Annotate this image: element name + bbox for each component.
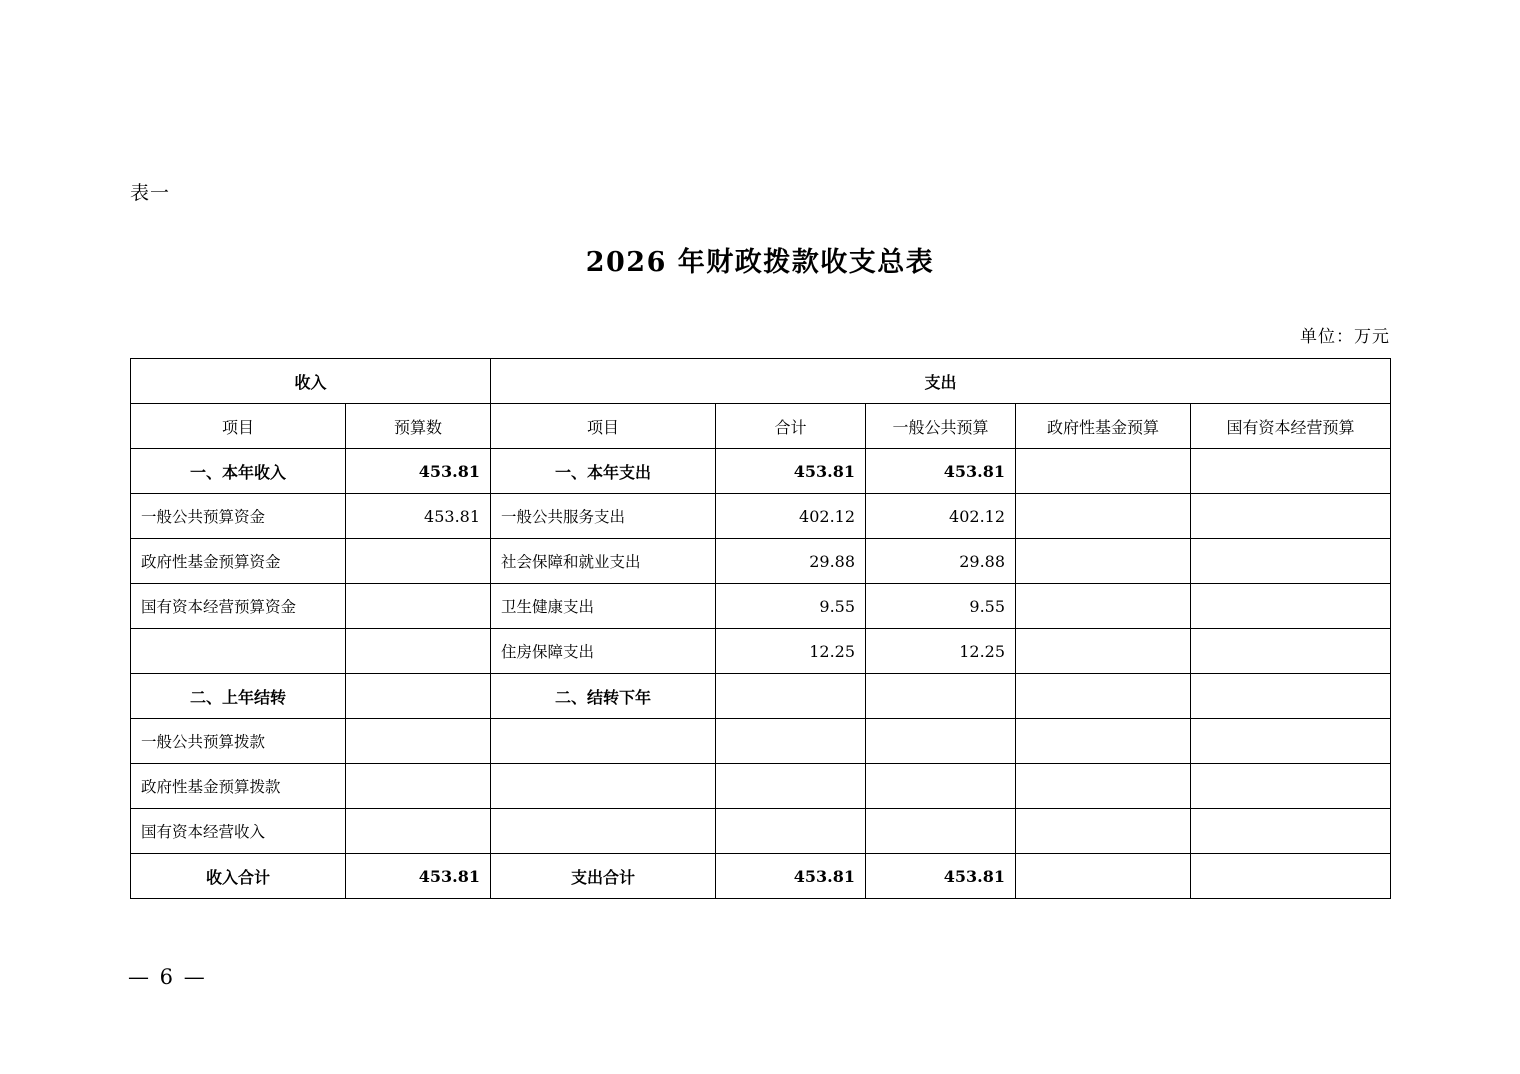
- row-exp-total: 402.12: [716, 494, 866, 539]
- table-row: [131, 809, 1391, 854]
- column-header-exp-general-public: 一般公共预算: [866, 404, 1016, 449]
- column-header-exp-gov-fund: 政府性基金预算: [1016, 404, 1191, 449]
- unit-note: 单位：万元: [1300, 327, 1390, 347]
- column-header-exp-total: 合计: [716, 404, 866, 449]
- row-exp-total: 453.81: [716, 854, 866, 899]
- row-income-value: [346, 719, 491, 764]
- row-income-label: [131, 629, 346, 674]
- row-income-label: 国有资本经营预算资金: [131, 584, 346, 629]
- row-exp-general: 453.81: [866, 854, 1016, 899]
- row-exp-fund: [1016, 674, 1191, 719]
- row-exp-general: 12.25: [866, 629, 1016, 674]
- row-exp-total: 9.55: [716, 584, 866, 629]
- row-exp-general: 402.12: [866, 494, 1016, 539]
- row-exp-capital: [1191, 674, 1391, 719]
- row-exp-general: [866, 809, 1016, 854]
- row-exp-fund: [1016, 719, 1191, 764]
- row-exp-label: 一般公共服务支出: [491, 494, 716, 539]
- row-exp-general: [866, 764, 1016, 809]
- row-income-label: 一、本年收入: [131, 449, 346, 494]
- page-title: 2026 年财政拨款收支总表: [585, 247, 935, 278]
- row-exp-total: 453.81: [716, 449, 866, 494]
- table-row: [131, 539, 1391, 584]
- row-exp-total: [716, 764, 866, 809]
- row-exp-capital: [1191, 629, 1391, 674]
- row-exp-total: 29.88: [716, 539, 866, 584]
- row-income-value: [346, 674, 491, 719]
- group-header-expenditure: 支出: [491, 359, 1391, 404]
- row-exp-general: 29.88: [866, 539, 1016, 584]
- row-exp-fund: [1016, 809, 1191, 854]
- budget-table: [130, 358, 1391, 899]
- row-exp-fund: [1016, 494, 1191, 539]
- row-exp-capital: [1191, 719, 1391, 764]
- row-exp-total: [716, 809, 866, 854]
- row-exp-label: [491, 764, 716, 809]
- table-row: [131, 449, 1391, 494]
- row-exp-capital: [1191, 764, 1391, 809]
- row-income-value: [346, 584, 491, 629]
- row-income-label: 一般公共预算拨款: [131, 719, 346, 764]
- row-exp-capital: [1191, 809, 1391, 854]
- page-number: — 6 —: [128, 965, 207, 989]
- row-income-label: 收入合计: [131, 854, 346, 899]
- column-header-income-budget: 预算数: [346, 404, 491, 449]
- table-row: [131, 764, 1391, 809]
- row-exp-label: [491, 719, 716, 764]
- row-income-label: 国有资本经营收入: [131, 809, 346, 854]
- row-exp-fund: [1016, 854, 1191, 899]
- row-income-value: 453.81: [346, 449, 491, 494]
- row-exp-label: 支出合计: [491, 854, 716, 899]
- row-income-value: [346, 809, 491, 854]
- row-exp-fund: [1016, 629, 1191, 674]
- row-income-value: 453.81: [346, 854, 491, 899]
- table-label: 表一: [130, 182, 171, 204]
- row-exp-capital: [1191, 449, 1391, 494]
- row-income-label: 二、上年结转: [131, 674, 346, 719]
- row-exp-label: 卫生健康支出: [491, 584, 716, 629]
- row-exp-capital: [1191, 854, 1391, 899]
- row-exp-fund: [1016, 539, 1191, 584]
- row-income-value: [346, 764, 491, 809]
- group-header-income: 收入: [131, 359, 491, 404]
- table-group-header-row: [131, 359, 1391, 404]
- row-income-value: [346, 539, 491, 584]
- row-exp-general: 9.55: [866, 584, 1016, 629]
- row-exp-capital: [1191, 584, 1391, 629]
- row-exp-total: 12.25: [716, 629, 866, 674]
- column-header-exp-item: 项目: [491, 404, 716, 449]
- row-exp-general: [866, 719, 1016, 764]
- table-row: [131, 674, 1391, 719]
- row-income-label: 政府性基金预算拨款: [131, 764, 346, 809]
- row-income-value: [346, 629, 491, 674]
- row-exp-total: [716, 674, 866, 719]
- row-exp-fund: [1016, 764, 1191, 809]
- row-exp-fund: [1016, 449, 1191, 494]
- row-exp-label: 社会保障和就业支出: [491, 539, 716, 584]
- row-exp-label: 住房保障支出: [491, 629, 716, 674]
- row-exp-capital: [1191, 539, 1391, 584]
- row-exp-label: 二、结转下年: [491, 674, 716, 719]
- table-row: [131, 584, 1391, 629]
- table-row: [131, 719, 1391, 764]
- row-exp-total: [716, 719, 866, 764]
- row-exp-label: 一、本年支出: [491, 449, 716, 494]
- row-income-label: 一般公共预算资金: [131, 494, 346, 539]
- column-header-income-item: 项目: [131, 404, 346, 449]
- row-income-label: 政府性基金预算资金: [131, 539, 346, 584]
- row-exp-general: 453.81: [866, 449, 1016, 494]
- row-income-value: 453.81: [346, 494, 491, 539]
- table-row: [131, 854, 1391, 899]
- row-exp-capital: [1191, 494, 1391, 539]
- table-column-header-row: [131, 404, 1391, 449]
- row-exp-general: [866, 674, 1016, 719]
- row-exp-fund: [1016, 584, 1191, 629]
- row-exp-label: [491, 809, 716, 854]
- table-row: [131, 629, 1391, 674]
- column-header-exp-state-capital: 国有资本经营预算: [1191, 404, 1391, 449]
- table-row: [131, 494, 1391, 539]
